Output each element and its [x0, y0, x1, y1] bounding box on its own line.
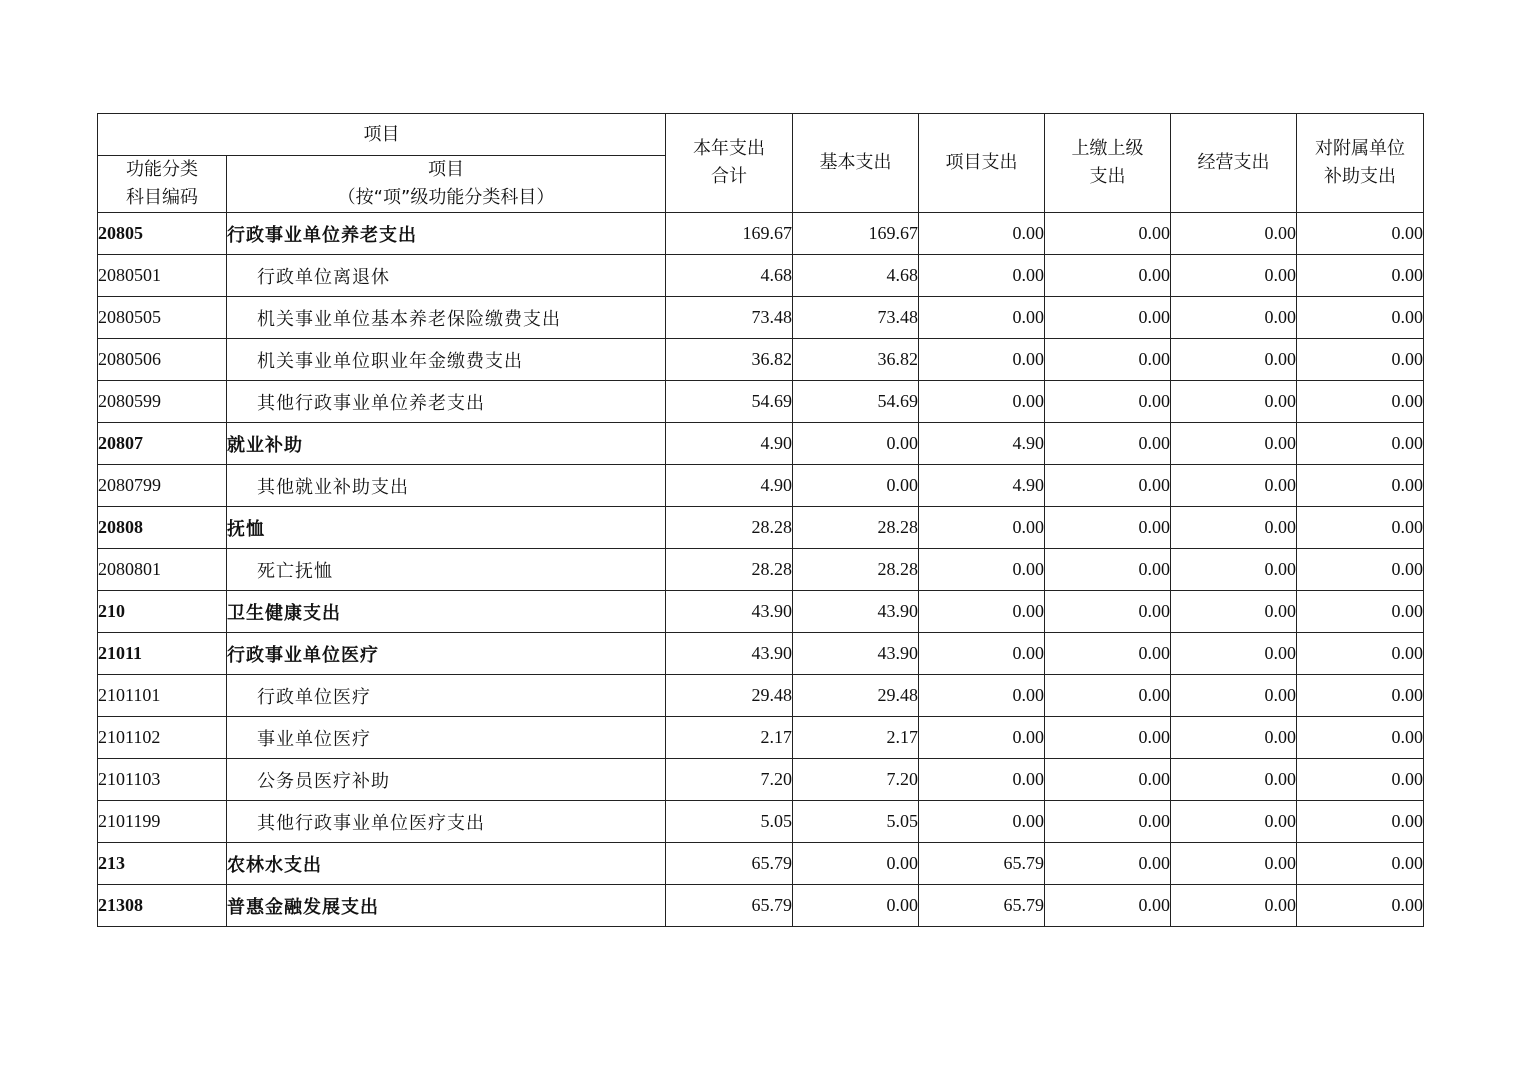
- cell-project-expenditure: 0.00: [919, 381, 1045, 423]
- row-function-code: 2101101: [98, 675, 227, 717]
- row-item-name: 农林水支出: [227, 843, 666, 885]
- table-row: [98, 423, 1424, 465]
- cell-total-expenditure: 5.05: [666, 801, 793, 843]
- table-row: [98, 465, 1424, 507]
- header-function-code: 功能分类 科目编码: [98, 156, 227, 213]
- cell-operating-expenditure: 0.00: [1171, 885, 1297, 927]
- cell-project-expenditure: 0.00: [919, 675, 1045, 717]
- cell-operating-expenditure: 0.00: [1171, 549, 1297, 591]
- cell-remit-to-superior: 0.00: [1045, 675, 1171, 717]
- row-function-code: 2080501: [98, 255, 227, 297]
- cell-remit-to-superior: 0.00: [1045, 381, 1171, 423]
- cell-operating-expenditure: 0.00: [1171, 801, 1297, 843]
- cell-total-expenditure: 29.48: [666, 675, 793, 717]
- cell-remit-to-superior: 0.00: [1045, 885, 1171, 927]
- header-subsidy-to-affiliates: 对附属单位 补助支出: [1297, 114, 1424, 213]
- table-header: [98, 114, 1424, 213]
- cell-basic-expenditure: 0.00: [793, 885, 919, 927]
- cell-remit-to-superior: 0.00: [1045, 717, 1171, 759]
- row-item-name: 行政事业单位医疗: [227, 633, 666, 675]
- cell-project-expenditure: 0.00: [919, 591, 1045, 633]
- cell-operating-expenditure: 0.00: [1171, 507, 1297, 549]
- row-item-name: 卫生健康支出: [227, 591, 666, 633]
- cell-remit-to-superior: 0.00: [1045, 255, 1171, 297]
- row-item-name: 死亡抚恤: [227, 549, 666, 591]
- row-item-name: 行政单位离退休: [227, 255, 666, 297]
- header-group-label: 项目: [98, 114, 666, 156]
- cell-project-expenditure: 4.90: [919, 423, 1045, 465]
- cell-operating-expenditure: 0.00: [1171, 843, 1297, 885]
- row-item-name: 事业单位医疗: [227, 717, 666, 759]
- table-row: [98, 255, 1424, 297]
- cell-remit-to-superior: 0.00: [1045, 843, 1171, 885]
- cell-project-expenditure: 4.90: [919, 465, 1045, 507]
- cell-subsidy-to-affiliates: 0.00: [1297, 549, 1424, 591]
- cell-basic-expenditure: 0.00: [793, 843, 919, 885]
- table-row: [98, 591, 1424, 633]
- expenditure-table: [97, 113, 1424, 927]
- row-function-code: 2080801: [98, 549, 227, 591]
- table-body: [98, 213, 1424, 927]
- cell-operating-expenditure: 0.00: [1171, 717, 1297, 759]
- table-row: [98, 843, 1424, 885]
- header-basic-expenditure: 基本支出: [793, 114, 919, 213]
- cell-basic-expenditure: 43.90: [793, 591, 919, 633]
- row-function-code: 2080505: [98, 297, 227, 339]
- cell-remit-to-superior: 0.00: [1045, 801, 1171, 843]
- header-operating-expenditure: 经营支出: [1171, 114, 1297, 213]
- row-function-code: 21308: [98, 885, 227, 927]
- cell-total-expenditure: 43.90: [666, 591, 793, 633]
- cell-remit-to-superior: 0.00: [1045, 339, 1171, 381]
- row-item-name: 公务员医疗补助: [227, 759, 666, 801]
- cell-total-expenditure: 28.28: [666, 549, 793, 591]
- cell-operating-expenditure: 0.00: [1171, 633, 1297, 675]
- cell-basic-expenditure: 2.17: [793, 717, 919, 759]
- table-row: [98, 717, 1424, 759]
- cell-basic-expenditure: 4.68: [793, 255, 919, 297]
- cell-basic-expenditure: 54.69: [793, 381, 919, 423]
- table-row: [98, 633, 1424, 675]
- cell-operating-expenditure: 0.00: [1171, 339, 1297, 381]
- cell-project-expenditure: 65.79: [919, 885, 1045, 927]
- cell-project-expenditure: 0.00: [919, 297, 1045, 339]
- row-item-name: 普惠金融发展支出: [227, 885, 666, 927]
- cell-total-expenditure: 4.90: [666, 423, 793, 465]
- cell-operating-expenditure: 0.00: [1171, 675, 1297, 717]
- cell-remit-to-superior: 0.00: [1045, 633, 1171, 675]
- cell-project-expenditure: 0.00: [919, 759, 1045, 801]
- cell-subsidy-to-affiliates: 0.00: [1297, 465, 1424, 507]
- header-remit-to-superior: 上缴上级 支出: [1045, 114, 1171, 213]
- cell-project-expenditure: 0.00: [919, 339, 1045, 381]
- cell-subsidy-to-affiliates: 0.00: [1297, 801, 1424, 843]
- table-row: [98, 885, 1424, 927]
- cell-project-expenditure: 0.00: [919, 213, 1045, 255]
- cell-operating-expenditure: 0.00: [1171, 381, 1297, 423]
- cell-project-expenditure: 0.00: [919, 801, 1045, 843]
- cell-project-expenditure: 0.00: [919, 633, 1045, 675]
- cell-basic-expenditure: 7.20: [793, 759, 919, 801]
- cell-subsidy-to-affiliates: 0.00: [1297, 507, 1424, 549]
- header-total-expenditure: 本年支出 合计: [666, 114, 793, 213]
- cell-operating-expenditure: 0.00: [1171, 213, 1297, 255]
- cell-subsidy-to-affiliates: 0.00: [1297, 255, 1424, 297]
- cell-remit-to-superior: 0.00: [1045, 297, 1171, 339]
- cell-basic-expenditure: 36.82: [793, 339, 919, 381]
- cell-remit-to-superior: 0.00: [1045, 591, 1171, 633]
- cell-total-expenditure: 4.68: [666, 255, 793, 297]
- row-function-code: 21011: [98, 633, 227, 675]
- cell-subsidy-to-affiliates: 0.00: [1297, 759, 1424, 801]
- table-row: [98, 549, 1424, 591]
- cell-subsidy-to-affiliates: 0.00: [1297, 213, 1424, 255]
- cell-subsidy-to-affiliates: 0.00: [1297, 843, 1424, 885]
- cell-total-expenditure: 65.79: [666, 885, 793, 927]
- cell-remit-to-superior: 0.00: [1045, 423, 1171, 465]
- cell-project-expenditure: 0.00: [919, 549, 1045, 591]
- cell-subsidy-to-affiliates: 0.00: [1297, 423, 1424, 465]
- row-item-name: 行政事业单位养老支出: [227, 213, 666, 255]
- table-row: [98, 675, 1424, 717]
- cell-remit-to-superior: 0.00: [1045, 213, 1171, 255]
- table-row: [98, 339, 1424, 381]
- cell-subsidy-to-affiliates: 0.00: [1297, 633, 1424, 675]
- cell-operating-expenditure: 0.00: [1171, 423, 1297, 465]
- header-project-expenditure: 项目支出: [919, 114, 1045, 213]
- cell-total-expenditure: 28.28: [666, 507, 793, 549]
- cell-project-expenditure: 0.00: [919, 255, 1045, 297]
- cell-total-expenditure: 73.48: [666, 297, 793, 339]
- cell-total-expenditure: 169.67: [666, 213, 793, 255]
- cell-total-expenditure: 2.17: [666, 717, 793, 759]
- row-function-code: 20805: [98, 213, 227, 255]
- row-item-name: 就业补助: [227, 423, 666, 465]
- row-function-code: 20807: [98, 423, 227, 465]
- cell-total-expenditure: 54.69: [666, 381, 793, 423]
- row-item-name: 其他就业补助支出: [227, 465, 666, 507]
- table-row: [98, 801, 1424, 843]
- row-item-name: 其他行政事业单位医疗支出: [227, 801, 666, 843]
- cell-subsidy-to-affiliates: 0.00: [1297, 675, 1424, 717]
- cell-basic-expenditure: 5.05: [793, 801, 919, 843]
- row-function-code: 2101103: [98, 759, 227, 801]
- row-function-code: 2101102: [98, 717, 227, 759]
- row-function-code: 213: [98, 843, 227, 885]
- cell-operating-expenditure: 0.00: [1171, 255, 1297, 297]
- table-row: [98, 759, 1424, 801]
- header-item-name: 项目 （按“项”级功能分类科目）: [227, 156, 666, 213]
- cell-basic-expenditure: 43.90: [793, 633, 919, 675]
- cell-project-expenditure: 0.00: [919, 507, 1045, 549]
- cell-total-expenditure: 43.90: [666, 633, 793, 675]
- cell-subsidy-to-affiliates: 0.00: [1297, 339, 1424, 381]
- row-item-name: 机关事业单位职业年金缴费支出: [227, 339, 666, 381]
- row-item-name: 其他行政事业单位养老支出: [227, 381, 666, 423]
- cell-subsidy-to-affiliates: 0.00: [1297, 381, 1424, 423]
- row-function-code: 2101199: [98, 801, 227, 843]
- cell-basic-expenditure: 169.67: [793, 213, 919, 255]
- cell-basic-expenditure: 29.48: [793, 675, 919, 717]
- cell-total-expenditure: 7.20: [666, 759, 793, 801]
- cell-operating-expenditure: 0.00: [1171, 297, 1297, 339]
- cell-basic-expenditure: 28.28: [793, 549, 919, 591]
- row-item-name: 抚恤: [227, 507, 666, 549]
- cell-subsidy-to-affiliates: 0.00: [1297, 591, 1424, 633]
- cell-subsidy-to-affiliates: 0.00: [1297, 297, 1424, 339]
- cell-remit-to-superior: 0.00: [1045, 549, 1171, 591]
- cell-remit-to-superior: 0.00: [1045, 507, 1171, 549]
- row-function-code: 2080506: [98, 339, 227, 381]
- row-function-code: 210: [98, 591, 227, 633]
- cell-subsidy-to-affiliates: 0.00: [1297, 885, 1424, 927]
- cell-operating-expenditure: 0.00: [1171, 591, 1297, 633]
- cell-basic-expenditure: 73.48: [793, 297, 919, 339]
- cell-remit-to-superior: 0.00: [1045, 759, 1171, 801]
- cell-project-expenditure: 0.00: [919, 717, 1045, 759]
- cell-project-expenditure: 65.79: [919, 843, 1045, 885]
- table-row: [98, 507, 1424, 549]
- row-item-name: 机关事业单位基本养老保险缴费支出: [227, 297, 666, 339]
- table-row: [98, 381, 1424, 423]
- cell-basic-expenditure: 28.28: [793, 507, 919, 549]
- cell-operating-expenditure: 0.00: [1171, 465, 1297, 507]
- cell-basic-expenditure: 0.00: [793, 465, 919, 507]
- cell-total-expenditure: 65.79: [666, 843, 793, 885]
- row-function-code: 20808: [98, 507, 227, 549]
- row-function-code: 2080599: [98, 381, 227, 423]
- cell-operating-expenditure: 0.00: [1171, 759, 1297, 801]
- table-row: [98, 213, 1424, 255]
- cell-subsidy-to-affiliates: 0.00: [1297, 717, 1424, 759]
- cell-total-expenditure: 36.82: [666, 339, 793, 381]
- table-row: [98, 297, 1424, 339]
- cell-basic-expenditure: 0.00: [793, 423, 919, 465]
- row-item-name: 行政单位医疗: [227, 675, 666, 717]
- cell-total-expenditure: 4.90: [666, 465, 793, 507]
- cell-remit-to-superior: 0.00: [1045, 465, 1171, 507]
- row-function-code: 2080799: [98, 465, 227, 507]
